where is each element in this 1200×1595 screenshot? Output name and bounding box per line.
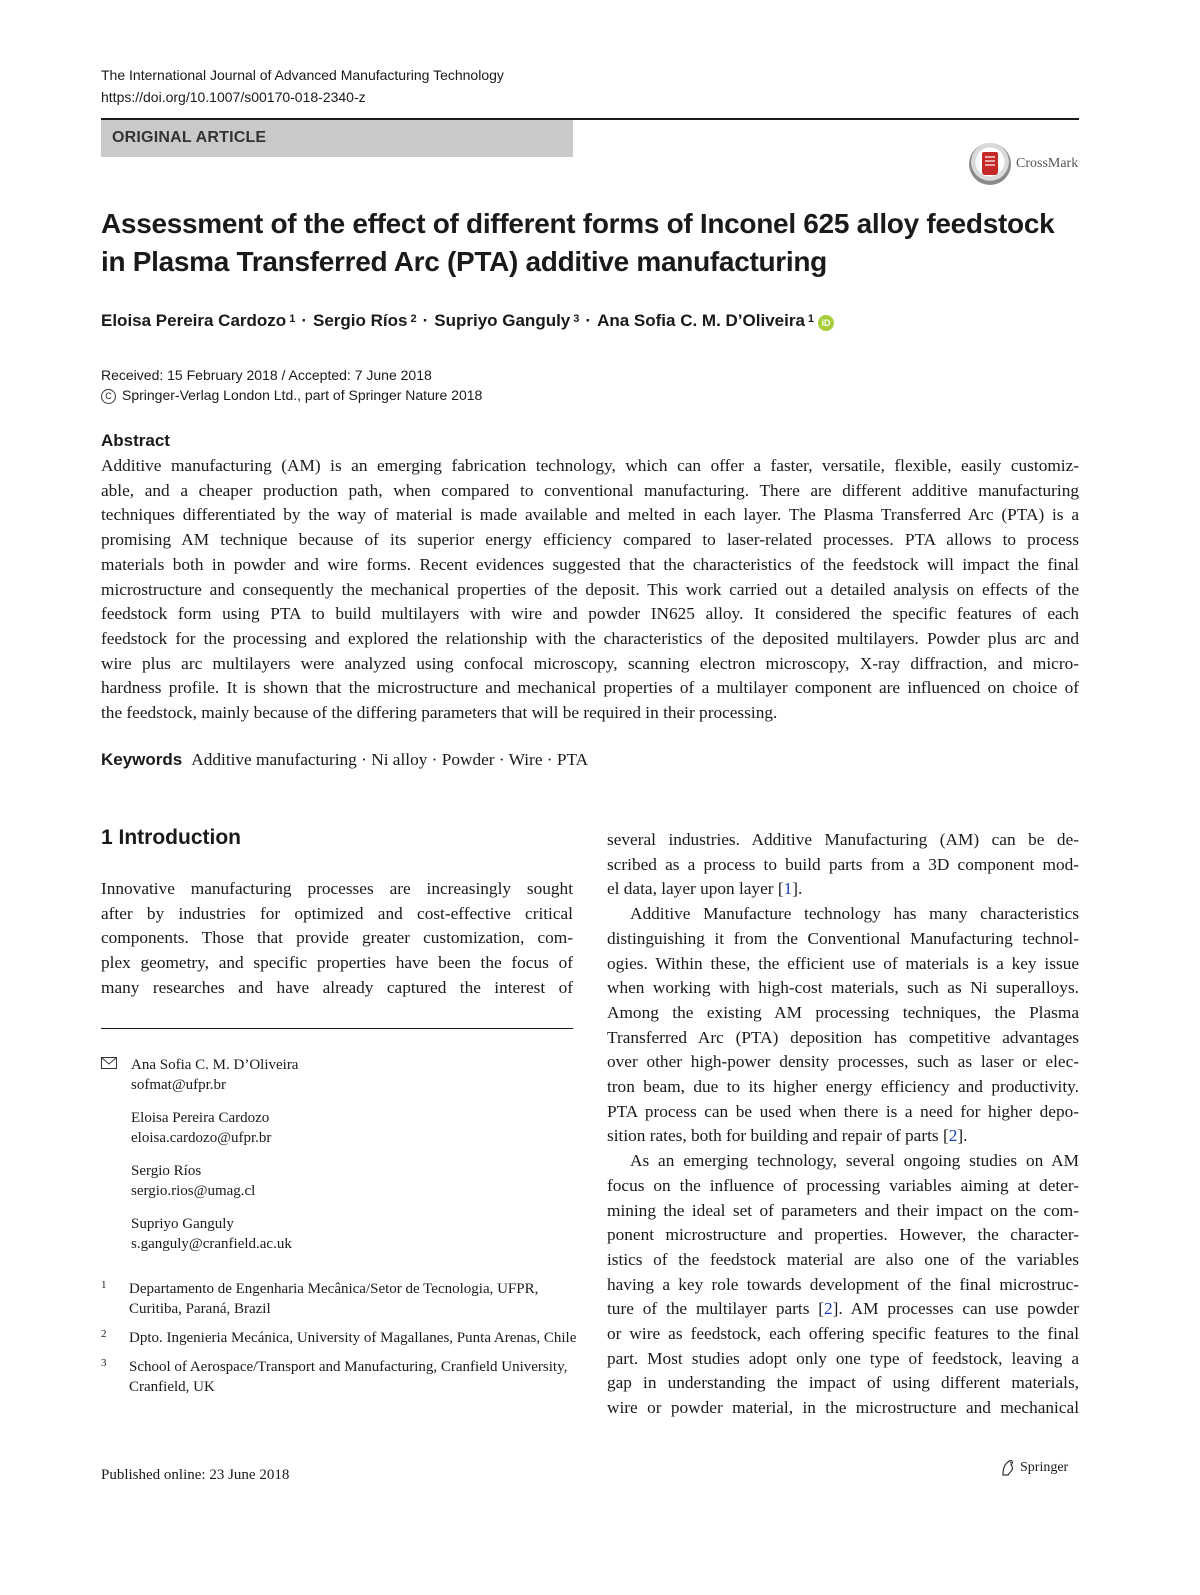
affiliation	[101, 1357, 581, 1397]
body-line: Additive Manufacture technology has many characteristics	[630, 904, 1079, 924]
contact-entry	[131, 1214, 581, 1254]
article-dates	[101, 365, 482, 405]
crossmark-icon	[969, 143, 1011, 185]
doi-link[interactable]: https://doi.org/10.1007/s00170-018-2340-z	[101, 89, 366, 105]
abstract-line: wire plus arc multilayers were analyzed using confocal microscopy, scanning electron microscopy, X-ray diffraction, and micro-	[101, 653, 1079, 673]
author-affiliation-mark: 3	[573, 313, 580, 325]
affiliation-text: School of Aerospace/Transport and Manufacturing, Cranfield University, Cranfield, UK	[129, 1359, 568, 1395]
section-heading: 1 Introduction	[101, 826, 241, 849]
body-line: Among the existing AM processing techniques, the Plasma	[607, 1002, 1079, 1022]
body-line: ponent microstructure and properties. However, the character-	[607, 1225, 1079, 1245]
affiliation-number: 3	[101, 1357, 107, 1369]
body-line: several industries. Additive Manufacturing (AM) can be de-	[607, 830, 1079, 849]
abstract-line: microstructure and consequently the mechanical properties of the deposit. This work carried out a detailed analysis on effects of the	[101, 579, 1079, 599]
body-line: when working with high-cost materials, such as Ni superalloys.	[607, 978, 1079, 998]
body-line: many researches and have already captured the interest of	[101, 977, 573, 997]
body-line: Transferred Arc (PTA) deposition has competitive advantages	[607, 1027, 1079, 1047]
body-line: after by industries for optimized and cost-effective critical	[101, 903, 573, 923]
author-name[interactable]: Sergio Ríos	[312, 311, 408, 330]
envelope-icon	[101, 1057, 117, 1069]
body-text: ].	[792, 879, 803, 899]
contact-entry	[131, 1161, 581, 1201]
keywords	[101, 750, 588, 770]
body-line: or wire as feedstock, each offering specific features to the final	[607, 1324, 1079, 1344]
body-text: ]. AM processes can use powder	[832, 1299, 1079, 1319]
affiliation-text: Departamento de Engenharia Mecânica/Setor de Tecnologia, UFPR, Curitiba, Paraná, Brazil	[129, 1281, 539, 1317]
reference-link[interactable]: 2	[948, 1126, 958, 1146]
body-line: As an emerging technology, several ongoing studies on AM	[630, 1151, 1079, 1171]
copyright-line	[101, 385, 482, 405]
body-line: scribed as a process to build parts from a 3D component mod-	[607, 854, 1079, 874]
body-line: ogies. Within these, the efficient use of materials is a key issue	[607, 953, 1079, 973]
title-line: Assessment of the effect of different forms of Inconel 625 alloy feedstock	[101, 208, 1055, 239]
body-text: el data, layer upon layer [	[607, 879, 784, 899]
reference-link[interactable]: 1	[783, 879, 793, 899]
body-line: focus on the influence of processing variables aiming at deter-	[607, 1175, 1079, 1195]
footnote-rule	[101, 1028, 573, 1029]
contact-name: Ana Sofia C. M. D’Oliveira	[131, 1057, 299, 1073]
body-line: Innovative manufacturing processes are increasingly sought	[101, 879, 573, 898]
article-title	[101, 205, 1091, 281]
contact-email[interactable]: eloisa.cardozo@ufpr.br	[131, 1130, 272, 1146]
copyright-icon: C	[101, 389, 116, 404]
contact-name: Sergio Ríos	[131, 1163, 202, 1179]
abstract-line: feedstock form using PTA to build multilayers with wire and powder IN625 alloy. It considered the specific features of each	[101, 604, 1079, 624]
abstract-heading: Abstract	[101, 431, 170, 450]
correspondence-block	[101, 1055, 581, 1267]
abstract-line: promising AM technique because of its superior energy efficiency compared to laser-related processes. PTA allows to process	[101, 530, 1079, 550]
abstract-line: materials both in powder and wire forms. Recent evidences suggested that the characteristics of the feedstock will impact the final	[101, 554, 1079, 574]
contact-email[interactable]: sergio.rios@umag.cl	[131, 1183, 256, 1199]
author-affiliation-mark: 1	[289, 313, 296, 325]
journal-header	[101, 64, 504, 108]
contact-email[interactable]: s.ganguly@cranfield.ac.uk	[131, 1236, 292, 1252]
body-line: istics of the feedstock material are also one of the variables	[607, 1249, 1079, 1269]
abstract-line: techniques differentiated by the way of material is made available and melted in each layer. The Plasma Transferred Arc (PTA) is a	[101, 505, 1079, 525]
body-line	[607, 1297, 1079, 1322]
keywords-list: Additive manufacturing · Ni alloy · Powder · Wire · PTA	[191, 750, 589, 769]
contact-email[interactable]: sofmat@ufpr.br	[131, 1077, 227, 1093]
body-line: distinguishing it from the Conventional Manufacturing technol-	[607, 928, 1079, 948]
body-line: having a key role towards development of the final microstruc-	[607, 1274, 1079, 1294]
abstract-line: feedstock for the processing and explored the relationship with the characteristics of the deposited multilayers. Powder plus arc and	[101, 628, 1079, 648]
published-date: Published online: 23 June 2018	[101, 1467, 290, 1483]
author-name[interactable]: Eloisa Pereira Cardozo	[101, 311, 287, 330]
received-accepted: Received: 15 February 2018 / Accepted: 7 June 2018	[101, 367, 432, 383]
copyright-text: Springer-Verlag London Ltd., part of Springer Nature 2018	[122, 387, 483, 403]
affiliation	[101, 1279, 581, 1319]
affiliations-block	[101, 1279, 581, 1406]
affiliation	[101, 1328, 581, 1348]
journal-name: The International Journal of Advanced Manufacturing Technology	[101, 67, 504, 83]
orcid-icon[interactable]: iD	[818, 315, 834, 331]
body-line	[607, 1124, 1079, 1149]
body-line: plex geometry, and specific properties have been the focus of	[101, 953, 573, 973]
body-line: over other high-power density processes, such as laser or elec-	[607, 1052, 1079, 1072]
author-affiliation-mark: 1	[807, 313, 815, 325]
abstract-line: Additive manufacturing (AM) is an emerging fabrication technology, which can offer a faster, versatile, flexible, easily customiz-	[101, 456, 1079, 475]
contact-entry	[131, 1108, 581, 1148]
body-line: components. Those that provide greater customization, com-	[101, 928, 573, 948]
author-name[interactable]: Supriyo Ganguly	[434, 311, 571, 330]
contact-name: Supriyo Ganguly	[131, 1216, 234, 1232]
author-separator: ·	[422, 311, 429, 330]
crossmark-button[interactable]	[969, 143, 1078, 185]
affiliation-number: 2	[101, 1328, 107, 1340]
intro-right-column	[607, 828, 1079, 1421]
intro-left-column	[101, 877, 573, 1001]
contact-name: Eloisa Pereira Cardozo	[131, 1110, 270, 1126]
author-separator: ·	[585, 311, 592, 330]
springer-horse-icon	[1000, 1459, 1016, 1477]
body-line: tron beam, due to its higher energy efficiency and productivity.	[607, 1077, 1079, 1097]
abstract-body	[101, 454, 1079, 726]
article-type-label: ORIGINAL ARTICLE	[112, 129, 267, 146]
crossmark-label: CrossMark	[1016, 156, 1079, 171]
body-line: gap in understanding the impact of using different materials,	[607, 1373, 1079, 1393]
body-text: ture of the multilayer parts [	[607, 1299, 825, 1319]
author-affiliation-mark: 2	[410, 313, 417, 325]
author-list	[101, 311, 834, 331]
reference-link[interactable]: 2	[824, 1299, 833, 1319]
body-line: wire or powder material, in the microstructure and mechanical	[607, 1398, 1079, 1418]
body-line: part. Most studies adopt only one type of feedstock, leaving a	[607, 1348, 1079, 1368]
title-line: in Plasma Transferred Arc (PTA) additive manufacturing	[101, 246, 827, 277]
body-text: sition rates, both for building and repair of parts [	[607, 1126, 949, 1146]
affiliation-text: Dpto. Ingenieria Mecánica, University of Magallanes, Punta Arenas, Chile	[129, 1330, 577, 1346]
publisher-name: Springer	[1020, 1460, 1069, 1475]
author-name[interactable]: Ana Sofia C. M. D’Oliveira	[597, 311, 805, 330]
article-type-band	[101, 120, 573, 157]
publisher-logo	[1000, 1459, 1068, 1477]
body-line: PTA process can be used when there is a need for higher depo-	[607, 1101, 1079, 1121]
abstract-line: the feedstock, mainly because of the differing parameters that will be required in their processing.	[101, 703, 778, 723]
abstract-line: able, and a cheaper production path, when compared to conventional manufacturing. There are different additive manufacturing	[101, 480, 1079, 500]
body-line	[607, 877, 1079, 902]
body-line: mining the ideal set of parameters and their impact on the com-	[607, 1200, 1079, 1220]
contact-entry	[131, 1055, 581, 1095]
keywords-label: Keywords	[101, 750, 183, 769]
body-text: ].	[957, 1126, 968, 1146]
abstract-line: hardness profile. It is shown that the microstructure and mechanical properties of a multilayer component are influenced on choice of	[101, 678, 1079, 698]
affiliation-number: 1	[101, 1279, 107, 1291]
author-separator: ·	[301, 311, 307, 330]
